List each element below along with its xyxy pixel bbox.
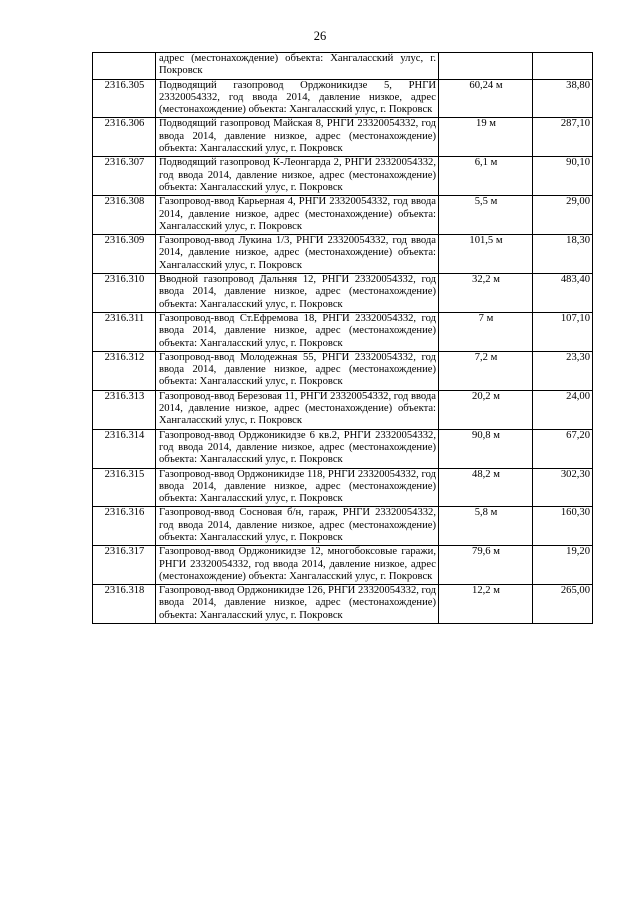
row-number: 2316.305 [93,79,156,118]
table-row [93,507,593,546]
row-number: 2316.310 [93,274,156,313]
row-number: 2316.308 [93,196,156,235]
row-number: 2316.312 [93,351,156,390]
row-number: 2316.316 [93,507,156,546]
object-description: Газопровод-ввод Молодежная 55, РНГИ 23320054332, год ввода 2014, давление низкое, адрес (местонахождение) объекта: Хангаласский улус, г. Покровск [156,351,439,390]
object-description: Подводящий газопровод К-Леонгарда 2, РНГИ 23320054332, год ввода 2014, давление низкое, адрес (местонахождение) объекта: Хангаласский улус, г. Покровск [156,157,439,196]
object-value: 23,30 [533,351,593,390]
table-row [93,79,593,118]
row-number: 2316.313 [93,390,156,429]
object-value: 107,10 [533,312,593,351]
row-number: 2316.315 [93,468,156,507]
object-length [439,53,533,80]
object-description: Газопровод-ввод Лукина 1/3, РНГИ 23320054332, год ввода 2014, давление низкое, адрес (местонахождение) объекта: Хангаласский улус, г. Покровск [156,235,439,274]
object-length: 5,8 м [439,507,533,546]
object-value: 160,30 [533,507,593,546]
table-row [93,390,593,429]
object-value: 67,20 [533,429,593,468]
row-number: 2316.314 [93,429,156,468]
table-row [93,196,593,235]
object-description: Газопровод-ввод Ст.Ефремова 18, РНГИ 23320054332, год ввода 2014, давление низкое, адрес (местонахождение) объекта: Хангаласский улус, г. Покровск [156,312,439,351]
object-length: 79,6 м [439,546,533,585]
object-length: 7 м [439,312,533,351]
row-number: 2316.318 [93,585,156,624]
table-row [93,312,593,351]
object-length: 19 м [439,118,533,157]
object-value: 90,10 [533,157,593,196]
table-row [93,235,593,274]
property-registry-table [92,52,593,624]
row-number: 2316.309 [93,235,156,274]
object-description: Вводной газопровод Дальняя 12, РНГИ 23320054332, год ввода 2014, давление низкое, адрес (местонахождение) объекта: Хангаласский улус, г. Покровск [156,274,439,313]
object-value: 38,80 [533,79,593,118]
table-row [93,546,593,585]
row-number: 2316.306 [93,118,156,157]
object-description: Газопровод-ввод Орджоникидзе 126, РНГИ 23320054332, год ввода 2014, давление низкое, адрес (местонахождение) объекта: Хангаласский улус, г. Покровск [156,585,439,624]
table-row [93,53,593,80]
object-description: Газопровод-ввод Орджоникидзе 118, РНГИ 23320054332, год ввода 2014, давление низкое, адрес (местонахождение) объекта: Хангаласский улус, г. Покровск [156,468,439,507]
row-number: 2316.317 [93,546,156,585]
object-value: 18,30 [533,235,593,274]
object-description: Газопровод-ввод Березовая 11, РНГИ 23320054332, год ввода 2014, давление низкое, адрес (местонахождение) объекта: Хангаласский улус, г. Покровск [156,390,439,429]
object-value: 483,40 [533,274,593,313]
object-value: 29,00 [533,196,593,235]
registry-table-body [93,53,593,624]
object-description: Газопровод-ввод Сосновая б/н, гараж, РНГИ 23320054332, год ввода 2014, давление низкое, адрес (местонахождение) объекта: Хангаласский улус, г. Покровск [156,507,439,546]
object-description: Газопровод-ввод Карьерная 4, РНГИ 23320054332, год ввода 2014, давление низкое, адрес (местонахождение) объекта: Хангаласский улус, г. Покровск [156,196,439,235]
object-length: 6,1 м [439,157,533,196]
object-value: 24,00 [533,390,593,429]
row-number [93,53,156,80]
object-description: Подводящий газопровод Майская 8, РНГИ 23320054332, год ввода 2014, давление низкое, адрес (местонахождение) объекта: Хангаласский улус, г. Покровск [156,118,439,157]
object-length: 20,2 м [439,390,533,429]
object-length: 7,2 м [439,351,533,390]
object-description: Подводящий газопровод Орджоникидзе 5, РНГИ 23320054332, год ввода 2014, давление низкое, адрес (местонахождение) объекта: Хангаласский улус, г. Покровск [156,79,439,118]
object-value: 265,00 [533,585,593,624]
object-length: 12,2 м [439,585,533,624]
object-description: Газопровод-ввод Орджоникидзе 6 кв.2, РНГИ 23320054332, год ввода 2014, давление низкое, адрес (местонахождение) объекта: Хангаласский улус, г. Покровск [156,429,439,468]
object-value: 19,20 [533,546,593,585]
row-number: 2316.311 [93,312,156,351]
object-value: 287,10 [533,118,593,157]
table-row [93,585,593,624]
table-row [93,351,593,390]
table-row [93,468,593,507]
table-row [93,274,593,313]
object-length: 48,2 м [439,468,533,507]
object-description: Газопровод-ввод Орджоникидзе 12, многобоксовые гаражи, РНГИ 23320054332, год ввода 2014, давление низкое, адрес (местонахождение) объекта: Хангаласский улус, г. Покровск [156,546,439,585]
object-length: 32,2 м [439,274,533,313]
table-row [93,429,593,468]
object-length: 101,5 м [439,235,533,274]
object-value [533,53,593,80]
table-row [93,157,593,196]
object-length: 5,5 м [439,196,533,235]
object-description: адрес (местонахождение) объекта: Хангаласский улус, г. Покровск [156,53,439,80]
object-length: 60,24 м [439,79,533,118]
page-number: 26 [313,29,327,43]
row-number: 2316.307 [93,157,156,196]
object-length: 90,8 м [439,429,533,468]
table-row [93,118,593,157]
object-value: 302,30 [533,468,593,507]
